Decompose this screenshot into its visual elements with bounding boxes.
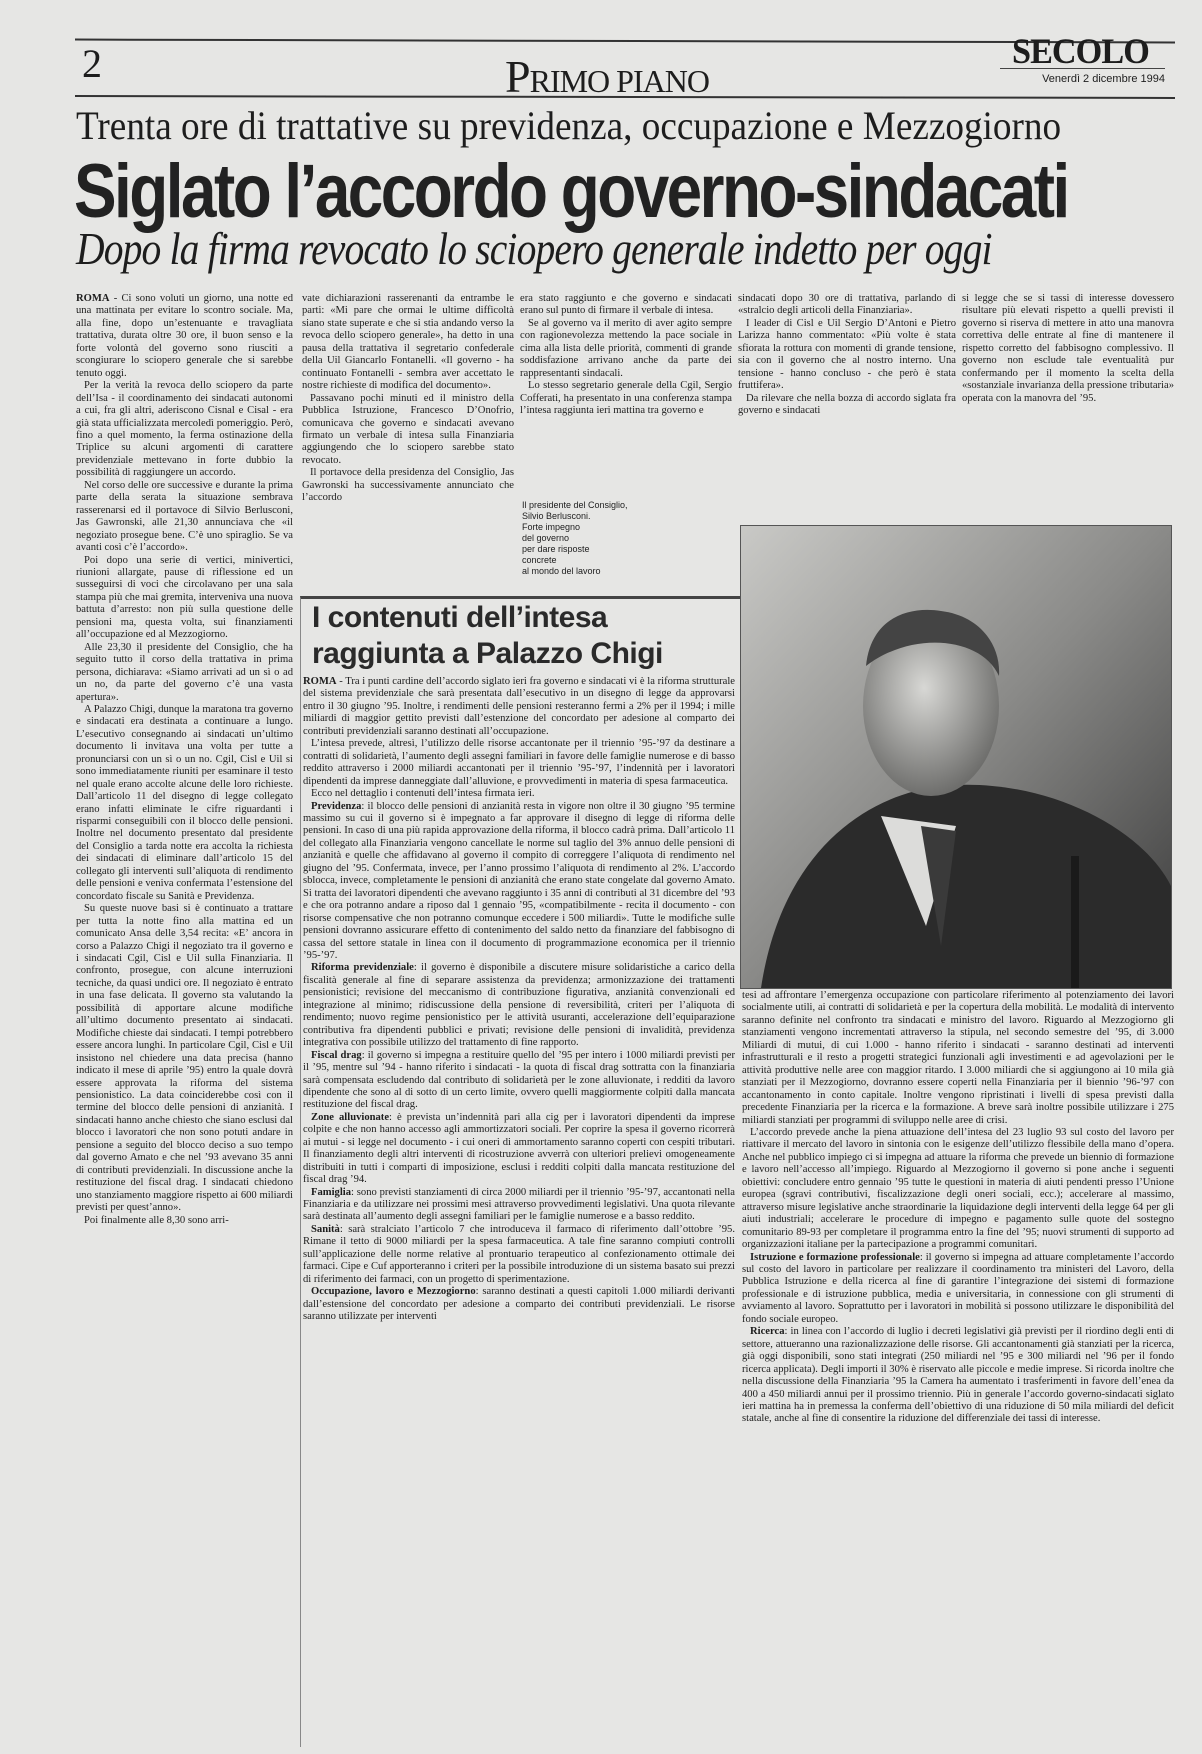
article-kicker: Trenta ore di trattative su previdenza, occupazione e Mezzogiorno [76, 103, 1062, 148]
paragraph-text: I leader di Cisl e Uil Sergio D’Antoni e Pietro Larizza hanno commentato: «Più volte è stata sfiorata la rottura con momenti di grande tensione, sia con il governo che al nostro interno. Una tensione - hanno concluso - che però è stata fruttifera». [738, 317, 956, 392]
paragraph-lead: Istruzione e formazione professionale [750, 1251, 920, 1263]
paragraph-text: : saranno destinati a questi capitoli 1.000 miliardi derivanti dall’estensione del concordato per adesione a comparto dei contributi previdenziali. Le risorse saranno utilizzate per interventi [303, 1286, 735, 1323]
paragraph-text: si legge che se si tassi di interesse dovessero risultare più elevati rispetto a quelli previsti il governo si riserva di mettere in atto una manovra correttiva delle entrate al fine di mantenere il rispetto corretto del fabbisogno complessivo. Il governo non esclude tale eventualità pur confermando per il momento la scelta della «sostanziale invarianza della pressione tributaria» operata con la manovra del ’95. [962, 293, 1174, 404]
paragraph-text: : il governo si impegna a restituire quello del ’95 per intero i 1000 miliardi previsti per il ’95, mentre sul ’94 - hanno riferito i sindacati - la quota di fiscal drag sottratta con la finanziaria sarà compensata escludendo dal contributo di solidarietà per le zone alluvionate, i redditi da lavoro dipendente che sono al di sotto di un certo limite, ovvero quelli maggiormente colpiti dalla mancata restituzione del fiscal drag. [303, 1049, 735, 1111]
caption-line: concrete [522, 555, 557, 565]
paragraph-text: Da rilevare che nella bozza di accordo siglata fra governo e sindacati [738, 392, 956, 417]
paragraph-lead: ROMA [303, 676, 337, 687]
newspaper-logo: SECOLO [1012, 31, 1149, 71]
paragraph-lead: Famiglia [311, 1186, 352, 1198]
sidebar-title-line: I contenuti dell’intesa [312, 601, 608, 634]
paragraph-text: tesi ad affrontare l’emergenza occupazione con particolare riferimento al potenziamento dei lavori socialmente utili, ai contratti di solidarietà e per la copertura della mobilità. Le modalità di intervento saranno definite nel confronto tra sindacati e ministro del lavoro. Riguardo al Mezzogiorno gli stanziamenti vengono incrementati attraverso la stipula, nel secondo semestre del ’95, di 3.000 Miliardi di mutui, di cui 1.000 - hanno riferito i sindacati - saranno destinati ad interventi infrastrutturali e il resto a progetti strategici funzionali agli investimenti e ad agevolazioni per le attività produttive nelle aree con maggior ritardo. I 3.000 miliardi che si aggiungono ai 10 mila già stanziati per il Mezzogiorno, dovranno essere coperti nella Finanziaria per il biennio ’96-’97 con accantonamento in conto capitale. Inoltre vengono ripristinati i livelli di spesa previsti dalla precedente Finanziaria per la ricerca e la formazione. A breve sarà inoltre possibile utilizzare i 275 miliardi stanziati per programmi di sviluppo nelle aree di crisi. [742, 990, 1174, 1126]
paragraph [76, 380, 293, 480]
paragraph-text: Passavano pochi minuti ed il ministro della Pubblica Istruzione, Francesco D’Onofrio, comunicava che governo e sindacati avevano firmato un verbale di intesa sulla Finanziaria aggiungendo che lo sciopero sarebbe stato revocato. [302, 392, 514, 466]
paragraph-text: : è prevista un’indennità pari alla cig per i lavoratori dipendenti da imprese colpite e che non hanno accesso agli ammortizzatori sociali. Per coprire la spesa il governo ricorrerà ai mutui - si legge nel documento - i cui oneri di ammortamento saranno coperti con cespiti tributari. Il finanziamento degli altri interventi di ricostruzione avverrà con ulteriori prelievi omogeneamente distribuiti in tutti i comparti di imposizione, esclusi i redditi colpiti dalla mancata restituzione del fiscal drag ’94. [303, 1111, 735, 1186]
paragraph-text: Ecco nel dettaglio i contenuti dell’intesa firmata ieri. [311, 788, 535, 800]
paragraph [303, 738, 735, 788]
paragraph [76, 293, 293, 380]
paragraph-text: era stato raggiunto e che governo e sindacati erano sul punto di firmare il verbale di intesa. [520, 293, 732, 317]
paragraph-text: : sarà stralciato l’articolo 7 che introduceva il farmaco di riferimento dall’ottobre ’95. Rimane il tetto di 9000 miliardi per la spesa farmaceutica. A tale fine saranno compiuti controlli sull’applicazione delle norme relative al prontuario terapeutico al confezionamento ottimale dei farmaci. Cipe e Cuf apporteranno i criteri per la possibile introduzione di un sistema basato sui prezzi di riferimento dei farmaci, con un progetto di sperimentazione. [303, 1223, 735, 1285]
paragraph [303, 1224, 735, 1286]
paragraph-lead: Occupazione, lavoro e Mezzogiorno [311, 1286, 476, 1298]
paragraph [302, 293, 514, 393]
paragraph-text: : sono previsti stanziamenti di circa 2000 miliardi per il triennio ’95-’97, accantonati nella Finanziaria e da utilizzare nei prossimi mesi attraverso provvedimenti legislativi. Una quota rilevante sarà destinata all’aumento degli assegni familiari per le famiglie numerose e a basso reddito. [303, 1186, 735, 1223]
caption-line: Il presidente del Consiglio, [522, 500, 628, 510]
paragraph [303, 676, 735, 738]
paragraph [76, 1215, 293, 1227]
paragraph-text: : il governo è disponibile a discutere misure solidaristiche a carico della fiscalità generale al fine di separare assistenza da previdenza; armonizzazione dei trattamenti pensionistici; revisione del meccanismo di contribuzione figurativa, anzianità convenzionali ed integrazione al minimo; ridiscussione della pensione di reversibilità, criteri per l’aliquota di rendimento; nuovo regime pensionistico per le attività usuranti, accelerazione dell’equiparazione contributiva fra dipendenti pubblici e privati; revisione delle pensioni di invalidità, previdenza integrativa con possibile utilizzo del trattamento di fine rapporto. [303, 962, 735, 1049]
paragraph [520, 293, 732, 318]
paragraph [303, 1112, 735, 1187]
paragraph [303, 1187, 735, 1224]
caption-line: del governo [522, 533, 570, 543]
paragraph [303, 962, 735, 1049]
paragraph-text: - Tra i punti cardine dell’accordo siglato ieri fra governo e sindacati vi è la riforma strutturale del sistema previdenziale che sarà presentata dall’esecutivo in un disegno di legge da approvarsi entro il 30 giugno ’95. Inoltre, i rendimenti delle pensioni resteranno fermi a 2% per il 1994; i mille miliardi di maggior gettito previsti dall’estenzione del concordato per adesione al comparto dei contributi previdenziali saranno destinati all’occupazione. [303, 676, 735, 737]
paragraph-lead: Fiscal drag [311, 1049, 362, 1061]
paragraph [302, 393, 514, 468]
article-headline: Siglato l’accordo governo-sindacati [74, 149, 1068, 234]
paragraph [302, 467, 514, 504]
paragraph [742, 1326, 1174, 1426]
paragraph-lead: Sanità [311, 1223, 340, 1235]
sidebar-text-left [303, 676, 735, 1742]
paragraph [303, 1050, 735, 1112]
paragraph [76, 555, 293, 642]
paragraph-lead: Ricerca [750, 1326, 785, 1338]
paragraph-text: L’accordo prevede anche la piena attuazione dell’intesa del 23 luglio 93 sul costo del lavoro per riattivare il mercato del lavoro in sintonia con le esigenze dell’utilizzo flessibile della mano d’opera. Anche nel pubblico impiego ci si impegna ad attuare la riforma che prevede un biennio di formazione e lavoro nell’accesso all’impiego. Riguardo al Mezzogiorno il governo si pone anche i seguenti obiettivi: concludere entro gennaio ’95 tutte le questioni in materia di aiuti pendenti presso l’Unione europea (sgravi contributivi, fiscalizzazione degli oneri sociali, ecc.); accelerare al massimo, attraverso misure legislative anche straordinarie la liquidazione degli interventi della legge 64 per gli aiuti industriali; accelerare le procedure di impegno e pagamento sulle quote del sostegno comunitario 89-93 per completare il programma entro la fine del ’95; nuovi strumenti di supporto ad organizzazioni italiane per la partecipazione a programmi comunitari. [742, 1126, 1174, 1251]
paragraph-text: - Ci sono voluti un giorno, una notte ed una mattinata per evitare lo scontro sociale. Ma, alla fine, dopo un’estenuante e travagliata trattativa, durata oltre 30 ore, il buon senso e la forte volontà del governo sono riusciti a scongiurare lo sciopero generale che si sarebbe tenuto oggi. [76, 293, 293, 379]
paragraph [738, 393, 956, 418]
paragraph-text: Nel corso delle ore successive e durante la prima parte della serata la situazione sembrava rasserenarsi ed il portavoce di Silvio Berlusconi, Jas Gawronski, alle 21,30 annunciava che «il negoziato prosegue bene. C’è uno spiraglio. Se va avanti così c’è l’accordo». [76, 479, 293, 554]
paragraph-text: Poi finalmente alle 8,30 sono arri- [84, 1214, 229, 1226]
section-title [505, 50, 709, 103]
paragraph [742, 1252, 1174, 1327]
berlusconi-photo [740, 525, 1172, 989]
paragraph-text: Per la verità la revoca dello sciopero da parte dell’Isa - il coordinamento dei sindacati autonomi a cui, fra gli altri, aderiscono Cisnal e Cisal - era già stata ufficializzata mercoledì pomeriggio. Però, fino a quel momento, la ferma ostinazione della Triplice su alcuni argomenti di carattere previdenziale mettevano in forte dubbio la possibilità di raggiungere un accordo. [76, 380, 293, 479]
caption-line: al mondo del lavoro [522, 566, 601, 576]
paragraph-text: Su queste nuove basi si è continuato a trattare per tutta la notte fino alla mattina ed un comunicato Ansa delle 3,54 recita: «E’ ancora in corso a Palazzo Chigi il negoziato tra il governo e i sindacati Cgil, Cisl e Uil sulla Finanziaria. Il confronto, prosegue, con alcune interruzioni tecniche, da quasi undici ore. Il negoziato è entrato in una fase delicata. Il governo sta valutando la possibilità di apportare alcune modifiche all’ultimo documento presentato ai sindacati. Modifiche chieste dai sindacati. I tempi potrebbero essere ancora lunghi. In particolare Cgil, Cisl e Uil insistono nel chiedere una data precisa (hanno indicato il mese di aprile ’95) entro la quale dovrà essere approvata la riforma del sistema pensionistico. La data coinciderebbe così con il termine del blocco delle pensioni di anzianità. I sindacati hanno anche chiesto che siano esclusi dal blocco i lavoratori che non sono potuti andare in pensione a seguito del blocco deciso a suo tempo dal governo Amato e che nel ’93 avevano 35 anni di contributi previdenziali. In discussione anche la restituzione del fiscal drag. I sindacati chiedono uno stanziamento maggiore rispetto ai 600 miliardi previsti per quest’anno». [76, 903, 293, 1214]
paragraph-text: A Palazzo Chigi, dunque la maratona tra governo e sindacati era destinata a continuare a lungo. L’esecutivo consegnando ai sindacati un’ultimo documento li invitava una volta per tutte a pronunciarsi con un sì o un no. Cgil, Cisl e Uil si sono immediatamente riuniti per esaminare il testo nel quale erano accolte alcune delle loro richieste. Dall’articolo 11 del disegno di legge collegato erano infatti eliminate le cifre riguardanti i risparmi conseguibili con il blocco delle pensioni. Inoltre nel documento presentato dal presidente del Consiglio a tarda notte era accolta la richiesta dei sindacati di eliminare dall’articolo 15 del collegato gli interventi sull’aliquota di rendimento delle pensioni e veniva confermata l’estensione del concordato fiscale su Sanità e Previdenza. [76, 703, 293, 902]
paragraph-text: L’intesa prevede, altresì, l’utilizzo delle risorse accantonate per il triennio ’95-’97 da destinare a contratti di solidarietà, l’aumento degli assegni familiari in favore delle famiglie numerose e di basso reddito attraverso i 2000 miliardi accantonati per il triennio ’95-’97, l’indennità per i lavoratori dipendenti da imprese danneggiate dall’alluvione, e provvedimenti in materia di spesa farmaceutica. [303, 738, 735, 787]
paragraph [76, 903, 293, 1214]
paragraph-text: vate dichiarazioni rasserenanti da entrambe le parti: «Mi pare che ormai le ultime difficoltà siano state superate e che si stia andando verso la revoca dello sciopero generale», ha detto in una pausa della trattativa il segretario confederale della Uil Giancarlo Fontanelli. «Il governo - ha continuato Fontanelli - sembra aver accettato le nostre richieste di modifica del documento». [302, 293, 514, 392]
paragraph-text: Lo stesso segretario generale della Cgil, Sergio Cofferati, ha presentato in una conferenza stampa l’intesa raggiunta ieri mattina tra governo e [520, 380, 732, 417]
paragraph [76, 642, 293, 704]
paragraph-text: Alle 23,30 il presidente del Consiglio, che ha seguito tutto il corso della trattativa in prima persona, dichiarava: «Siamo arrivati ad un sì o ad un no, da parte del governo c’è una vasta apertura». [76, 641, 293, 703]
article-column-3 [520, 293, 732, 483]
paragraph-lead: Riforma previdenziale [311, 962, 414, 974]
paragraph-text: Se al governo va il merito di aver agito sempre con ragionevolezza mettendo la pace sociale in cima alla lista delle priorità, commenti di grande soddisfazione arrivano anche da parte dei rappresentanti sindacali. [520, 317, 732, 379]
paragraph-text: : in linea con l’accordo di luglio i decreti legislativi già previsti per il riordino degli enti di settore, attueranno una razionalizzazione delle risorse. Gli accantonamenti già stanziati per la ricerca, già oggi disponibili, sono stati integrati (250 miliardi nel ’95 e 300 miliardi nel ’96 per il fondo ricerca applicata). Degli importi il 30% è riservato alle piccole e medie imprese. Si ricorda inoltre che nella discussione della Finanziaria ’95 la Camera ha aumentato i trasferimenti in favore dell’enea da 400 a 450 miliardi annui per il prossimo triennio. Più in generale l’accordo governo-sindacati siglato ieri mattina ha in premessa la conferma dell’obiettivo di una riduzione di 50 mila miliardi del deficit statale, anche al fine di consentire la riduzione del differenziale dei tassi di interesse. [742, 1326, 1174, 1425]
paragraph [303, 788, 735, 800]
caption-line: per dare risposte [522, 544, 590, 554]
paragraph [738, 293, 956, 318]
paragraph [76, 480, 293, 555]
page-number: 2 [82, 41, 102, 86]
photo-caption [522, 500, 662, 577]
paragraph-text: : il blocco delle pensioni di anzianità resta in vigore non oltre il 30 giugno ’95 termine massimo su cui il governo si è impegnato a far approvare il disegno di legge di riforma delle pensioni. In caso di una più rapida approvazione della riforma, il blocco cadrà prima. Dall’articolo 11 del collegato alla Finanziaria vengono cancellate le norme sul taglio del 3% annuo delle pensioni di anzianità e quelle che affidavano al governo il compito di correggere l’aliquota di rendimento nel giugno del ’95. Confermata, invece, per l’anno prossimo l’aliquota di rendimento al 2%. L’accordo sblocca, invece, completamente le pensioni di anzianità che erano state congelate dal governo Amato. Si tratta dei lavoratori dipendenti che avevano raggiunto i 35 anni di contributi al 31 dicembre del ’93 e che ora potranno andare a riposo dal 1 gennaio ’95, «compatibilmente - recita il documento - con risorse compensative che non potranno comunque eccedere i 500 miliardi». Tutte le modifiche sulle pensioni dovranno assicurare effetto di contenimento del saldo netto da finanziare del fabbisogno di cassa del settore statale in linea con il documento di programmazione economica per il triennio ’95-’97. [303, 800, 735, 961]
paragraph-text: Il portavoce della presidenza del Consiglio, Jas Gawronski ha successivamente annunciato che l’accordo [302, 467, 514, 504]
paragraph [520, 318, 732, 380]
caption-line: Forte impegno [522, 522, 581, 532]
paragraph-lead: Previdenza [311, 800, 362, 812]
article-subhead: Dopo la firma revocato lo sciopero generale indetto per oggi [76, 223, 992, 274]
section-rest: RIMO PIANO [529, 63, 709, 99]
paragraph-text: Poi dopo una serie di vertici, minivertici, riunioni allargate, pause di riflessione ed un susseguirsi di voci che circolavano per una sala stampa più che mai gremita, interveniva una nuova battuta d’arresto: non più sulla questione delle pensioni ma, questa volta, sui finanziamenti all’occupazione ed al Mezzogiorno. [76, 554, 293, 641]
paragraph [742, 990, 1174, 1127]
paragraph [303, 1286, 735, 1323]
paragraph [742, 1127, 1174, 1252]
paragraph [738, 318, 956, 393]
paragraph [303, 801, 735, 963]
article-column-5 [962, 293, 1174, 483]
issue-date: Venerdì 2 dicembre 1994 [1000, 68, 1165, 85]
paragraph-lead: ROMA [76, 293, 110, 304]
paragraph [520, 380, 732, 417]
article-column-2 [302, 293, 514, 585]
sidebar-text-right [742, 990, 1174, 1742]
paragraph-lead: Zone alluvionate [311, 1111, 390, 1123]
article-column-4 [738, 293, 956, 483]
article-column-1 [76, 293, 293, 1743]
paragraph [962, 293, 1174, 405]
caption-line: Silvio Berlusconi. [522, 511, 591, 521]
section-initial: P [505, 51, 530, 102]
paragraph-text: sindacati dopo 30 ore di trattativa, parlando di «stralcio degli articoli della Finanziaria». [738, 293, 956, 317]
paragraph [76, 704, 293, 903]
header-top-rule [75, 39, 1175, 44]
paragraph-text: : il governo si impegna ad attuare completamente l’accordo sul costo del lavoro in particolare per realizzare il coordinamento tra ministeri del Lavoro, della Pubblica Istruzione e della ricerca al fine di garantire l’integrazione dei sistemi di formazione professionale e di istruzione pubblica, media e universitaria, in connessione con gli strumenti di avviamento al lavoro. Soprattutto per i lavoratori in mobilità si possono utilizzare le disponibilità del fondo sociale europeo. [742, 1251, 1174, 1325]
sidebar-title [312, 600, 663, 672]
sidebar-title-line: raggiunta a Palazzo Chigi [312, 637, 663, 670]
